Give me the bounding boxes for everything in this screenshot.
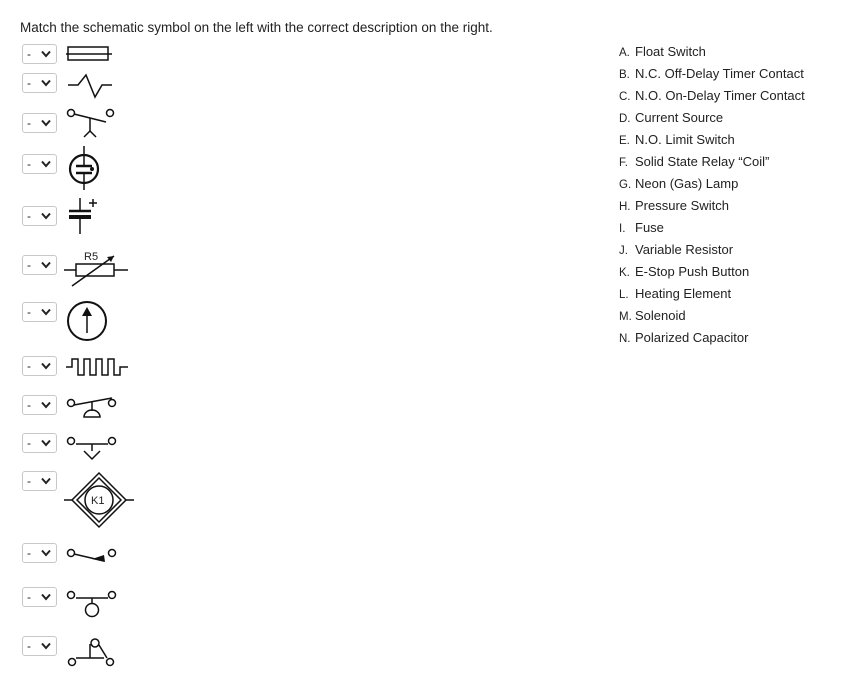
match-select[interactable]: - [22, 471, 57, 491]
match-select[interactable]: - [22, 356, 57, 376]
chevron-down-icon [41, 549, 51, 557]
match-select[interactable]: - [22, 154, 57, 174]
heating-element-icon [64, 71, 116, 107]
relay-label: K1 [91, 495, 105, 507]
answer-item-k: K. E-Stop Push Button [619, 264, 750, 279]
match-select[interactable]: - [22, 206, 57, 226]
neon-lamp-icon [64, 146, 104, 190]
no-on-delay-contact-icon [64, 429, 120, 463]
chevron-down-icon [41, 362, 51, 370]
chevron-down-icon [41, 119, 51, 127]
variable-resistor-icon [64, 250, 134, 292]
chevron-down-icon [41, 593, 51, 601]
match-select[interactable]: - [22, 433, 57, 453]
pressure-switch-icon [64, 105, 118, 141]
chevron-down-icon [41, 477, 51, 485]
answer-item-e: E. N.O. Limit Switch [619, 132, 735, 147]
estop-button-icon [64, 583, 120, 619]
chevron-down-icon [41, 212, 51, 220]
float-switch-icon [64, 636, 120, 672]
limit-switch-icon [64, 541, 120, 571]
chevron-down-icon [41, 79, 51, 87]
answer-item-h: H. Pressure Switch [619, 198, 729, 213]
answer-item-l: L. Heating Element [619, 286, 732, 301]
chevron-down-icon [41, 160, 51, 168]
answer-item-m: M. Solenoid [619, 308, 686, 323]
chevron-down-icon [41, 642, 51, 650]
answer-item-c: C. N.O. On-Delay Timer Contact [619, 88, 805, 103]
match-select[interactable]: - [22, 73, 57, 93]
instruction-text: Match the schematic symbol on the left with the correct description on the right. [20, 20, 493, 35]
current-source-icon [64, 299, 110, 345]
nc-off-delay-contact-icon [64, 391, 120, 421]
match-select[interactable]: - [22, 395, 57, 415]
match-select[interactable]: - [22, 302, 57, 322]
answer-item-d: D. Current Source [619, 110, 724, 125]
chevron-down-icon [41, 401, 51, 409]
match-select[interactable]: - [22, 543, 57, 563]
answer-item-b: B. N.C. Off-Delay Timer Contact [619, 66, 804, 81]
solid-state-relay-icon [64, 471, 136, 531]
chevron-down-icon [41, 50, 51, 58]
answer-item-j: J. Variable Resistor [619, 242, 734, 257]
chevron-down-icon [41, 261, 51, 269]
solenoid-icon [64, 355, 134, 381]
match-select[interactable]: - [22, 636, 57, 656]
match-select[interactable]: - [22, 587, 57, 607]
answer-item-i: I. Fuse [619, 220, 664, 235]
fuse-icon [64, 44, 114, 64]
chevron-down-icon [41, 308, 51, 316]
match-select[interactable]: - [22, 44, 57, 64]
answer-item-g: G. Neon (Gas) Lamp [619, 176, 739, 191]
answer-item-f: F. Solid State Relay “Coil” [619, 154, 770, 169]
match-select[interactable]: - [22, 113, 57, 133]
chevron-down-icon [41, 439, 51, 447]
answer-item-a: A. Float Switch [619, 44, 706, 59]
resistor-label: R5 [84, 251, 99, 263]
match-select[interactable]: - [22, 255, 57, 275]
answer-item-n: N. Polarized Capacitor [619, 330, 749, 345]
polarized-capacitor-icon [64, 198, 104, 238]
